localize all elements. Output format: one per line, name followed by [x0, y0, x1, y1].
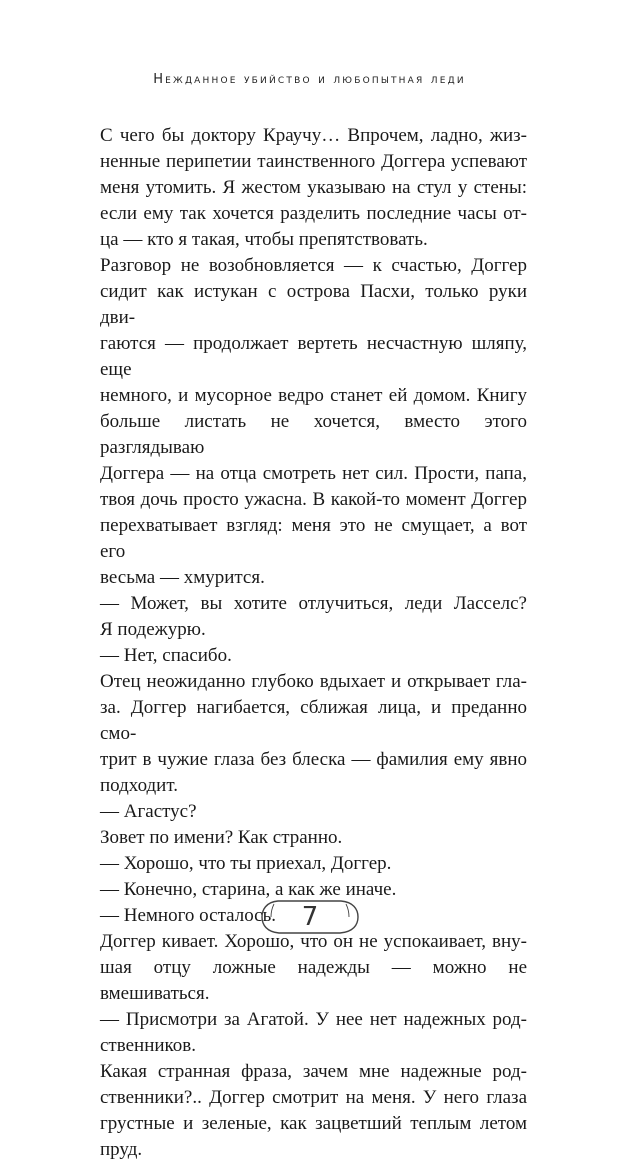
text-line: если ему так хочется разделить последние часы от-	[100, 203, 527, 224]
page-number-badge	[258, 898, 362, 936]
text-line: грустные и зеленые, как зацветший теплым летом пруд.	[100, 1113, 527, 1160]
text-line: Доггер кивает. Хорошо, что он не успокаивает, вну-	[100, 931, 527, 952]
running-header: Нежданное убийство и любопытная леди	[153, 72, 466, 87]
text-line: подходит.	[100, 775, 178, 796]
text-line: — Присмотри за Агатой. У нее нет надежных род-	[100, 1009, 527, 1030]
text-line: перехватывает взгляд: меня это не смущает, а вот его	[100, 515, 527, 562]
text-line: — Нет, спасибо.	[100, 645, 232, 666]
text-line: Я подежурю.	[100, 619, 206, 640]
text-line: — Хорошо, что ты приехал, Доггер.	[100, 853, 392, 874]
text-line: С чего бы доктору Краучу… Впрочем, ладно, жиз-	[100, 125, 527, 146]
text-line: шая отцу ложные надежды — можно не вмешиваться.	[100, 957, 527, 1004]
text-line: ца — кто я такая, чтобы препятствовать.	[100, 229, 428, 250]
text-line: — Конечно, старина, а как же иначе.	[100, 879, 397, 900]
text-line: больше листать не хочется, вместо этого разглядываю	[100, 411, 527, 458]
text-line: твоя дочь просто ужасна. В какой-то момент Доггер	[100, 489, 527, 510]
text-line: — Может, вы хотите отлучиться, леди Ласселс?	[100, 593, 527, 614]
text-line: Доггера — на отца смотреть нет сил. Прости, папа,	[100, 463, 527, 484]
text-line: сидит как истукан с острова Пасхи, только руки дви-	[100, 281, 527, 328]
text-line: трит в чужие глаза без блеска — фамилия ему явно	[100, 749, 527, 770]
text-line: ственники?.. Доггер смотрит на меня. У него глаза	[100, 1087, 527, 1108]
text-line: весьма — хмурится.	[100, 567, 265, 588]
text-line: Отец неожиданно глубоко вдыхает и открывает гла-	[100, 671, 527, 692]
text-line: Какая странная фраза, зачем мне надежные род-	[100, 1061, 527, 1082]
text-line: за. Доггер нагибается, сближая лица, и преданно смо-	[100, 697, 527, 744]
body-text	[100, 123, 527, 1163]
text-line: ненные перипетии таинственного Доггера успевают	[100, 151, 527, 172]
text-line: Разговор не возобновляется — к счастью, Доггер	[100, 255, 527, 276]
text-line: Зовет по имени? Как странно.	[100, 827, 343, 848]
text-line: — Агастус?	[100, 801, 197, 822]
text-line: меня утомить. Я жестом указываю на стул у стены:	[100, 177, 527, 198]
text-line: немного, и мусорное ведро станет ей домом. Книгу	[100, 385, 527, 406]
text-line: гаются — продолжает вертеть несчастную шляпу, еще	[100, 333, 527, 380]
page-number: 7	[301, 902, 319, 932]
text-line: — Немного осталось.	[100, 905, 277, 926]
text-line: ственников.	[100, 1035, 197, 1056]
